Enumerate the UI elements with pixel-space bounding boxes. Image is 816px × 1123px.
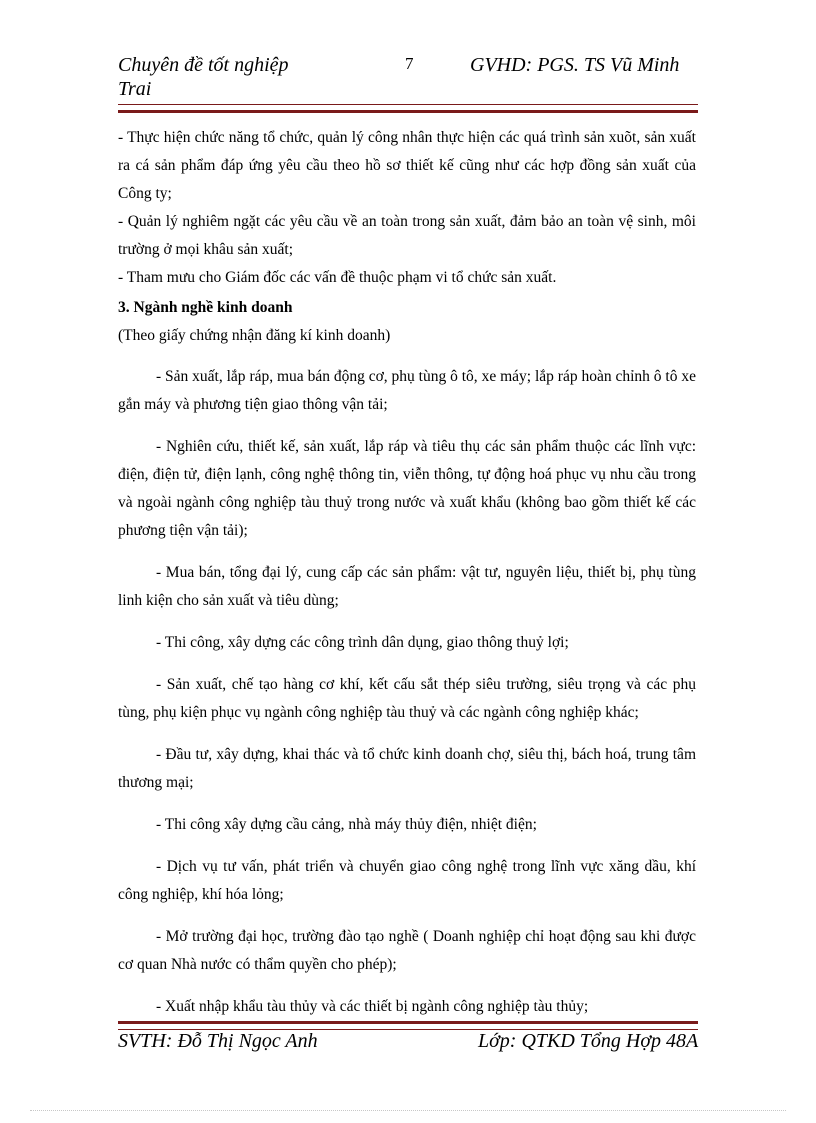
business-item-7: - Thi công xây dựng cầu cảng, nhà máy thủy điện, nhiệt điện; [156,816,537,833]
section-subtitle: (Theo giấy chứng nhận đăng kí kinh doanh) [118,327,391,344]
business-item-6: - Đầu tư, xây dựng, khai thác và tổ chức kinh doanh chợ, siêu thị, bách hoá, trung tâm thương mại; [118,746,696,791]
document-body [118,124,696,1021]
business-item-9: - Mở trường đại học, trường đào tạo nghề ( Doanh nghiệp chỉ hoạt động sau khi được cơ quan Nhà nước có thẩm quyền cho phép); [118,928,696,973]
business-item-2: - Nghiên cứu, thiết kế, sản xuất, lắp ráp và tiêu thụ các sản phẩm thuộc các lĩnh vực: điện, điện tử, điện lạnh, công nghệ thông tin, viễn thông, tự động hoá phục vụ nhu cầu trong và ngoài ngành công nghiệp tàu thuỷ trong nước và xuất khẩu (không bao gồm thiết kế các phương tiện vận tải); [118,438,696,539]
business-item-5: - Sản xuất, chế tạo hàng cơ khí, kết cấu sắt thép siêu trường, siêu trọng và các phụ tùng, phụ kiện phục vụ ngành công nghiệp tàu thuỷ và các ngành công nghiệp khác; [118,676,696,721]
intro-paragraph-1: - Thực hiện chức năng tổ chức, quản lý công nhân thực hiện các quá trình sản xuõt, sản xuất ra cá sản phẩm đáp ứng yêu cầu theo hồ sơ thiết kế cũng như các hợp đồng sản xuất của Công ty; [118,129,696,202]
intro-paragraph-3: - Tham mưu cho Giám đốc các vấn đề thuộc phạm vi tổ chức sản xuất. [118,269,557,286]
page-number: 7 [405,54,414,73]
header-thesis-title: Chuyên đề tốt nghiệp [118,54,289,76]
header-divider [118,104,698,113]
business-item-4: - Thi công, xây dựng các công trình dân dụng, giao thông thuỷ lợi; [156,634,569,651]
business-item-10: - Xuất nhập khẩu tàu thủy và các thiết bị ngành công nghiệp tàu thủy; [156,998,589,1015]
header-supervisor: GVHD: PGS. TS Vũ Minh [470,54,680,76]
intro-paragraph-2: - Quản lý nghiêm ngặt các yêu cầu về an toàn trong sản xuất, đảm bảo an toàn vệ sinh, môi trường ở mọi khâu sản xuất; [118,213,696,258]
header-supervisor-surname: Trai [118,78,152,100]
business-item-8: - Dịch vụ tư vấn, phát triển và chuyển giao công nghệ trong lĩnh vực xăng dầu, khí công nghiệp, khí hóa lỏng; [118,858,696,903]
business-item-1: - Sản xuất, lắp ráp, mua bán động cơ, phụ tùng ô tô, xe máy; lắp ráp hoàn chỉnh ô tô xe gắn máy và phương tiện giao thông vận tải; [118,368,696,413]
footer-divider [118,1021,698,1030]
footer-student: SVTH: Đỗ Thị Ngọc Anh [118,1030,318,1052]
page-bottom-border [30,1110,786,1111]
section-heading: 3. Ngành nghề kinh doanh [118,299,293,316]
footer-class: Lớp: QTKD Tổng Hợp 48A [478,1030,699,1052]
business-item-3: - Mua bán, tổng đại lý, cung cấp các sản phẩm: vật tư, nguyên liệu, thiết bị, phụ tùng linh kiện cho sản xuất và tiêu dùng; [118,564,696,609]
